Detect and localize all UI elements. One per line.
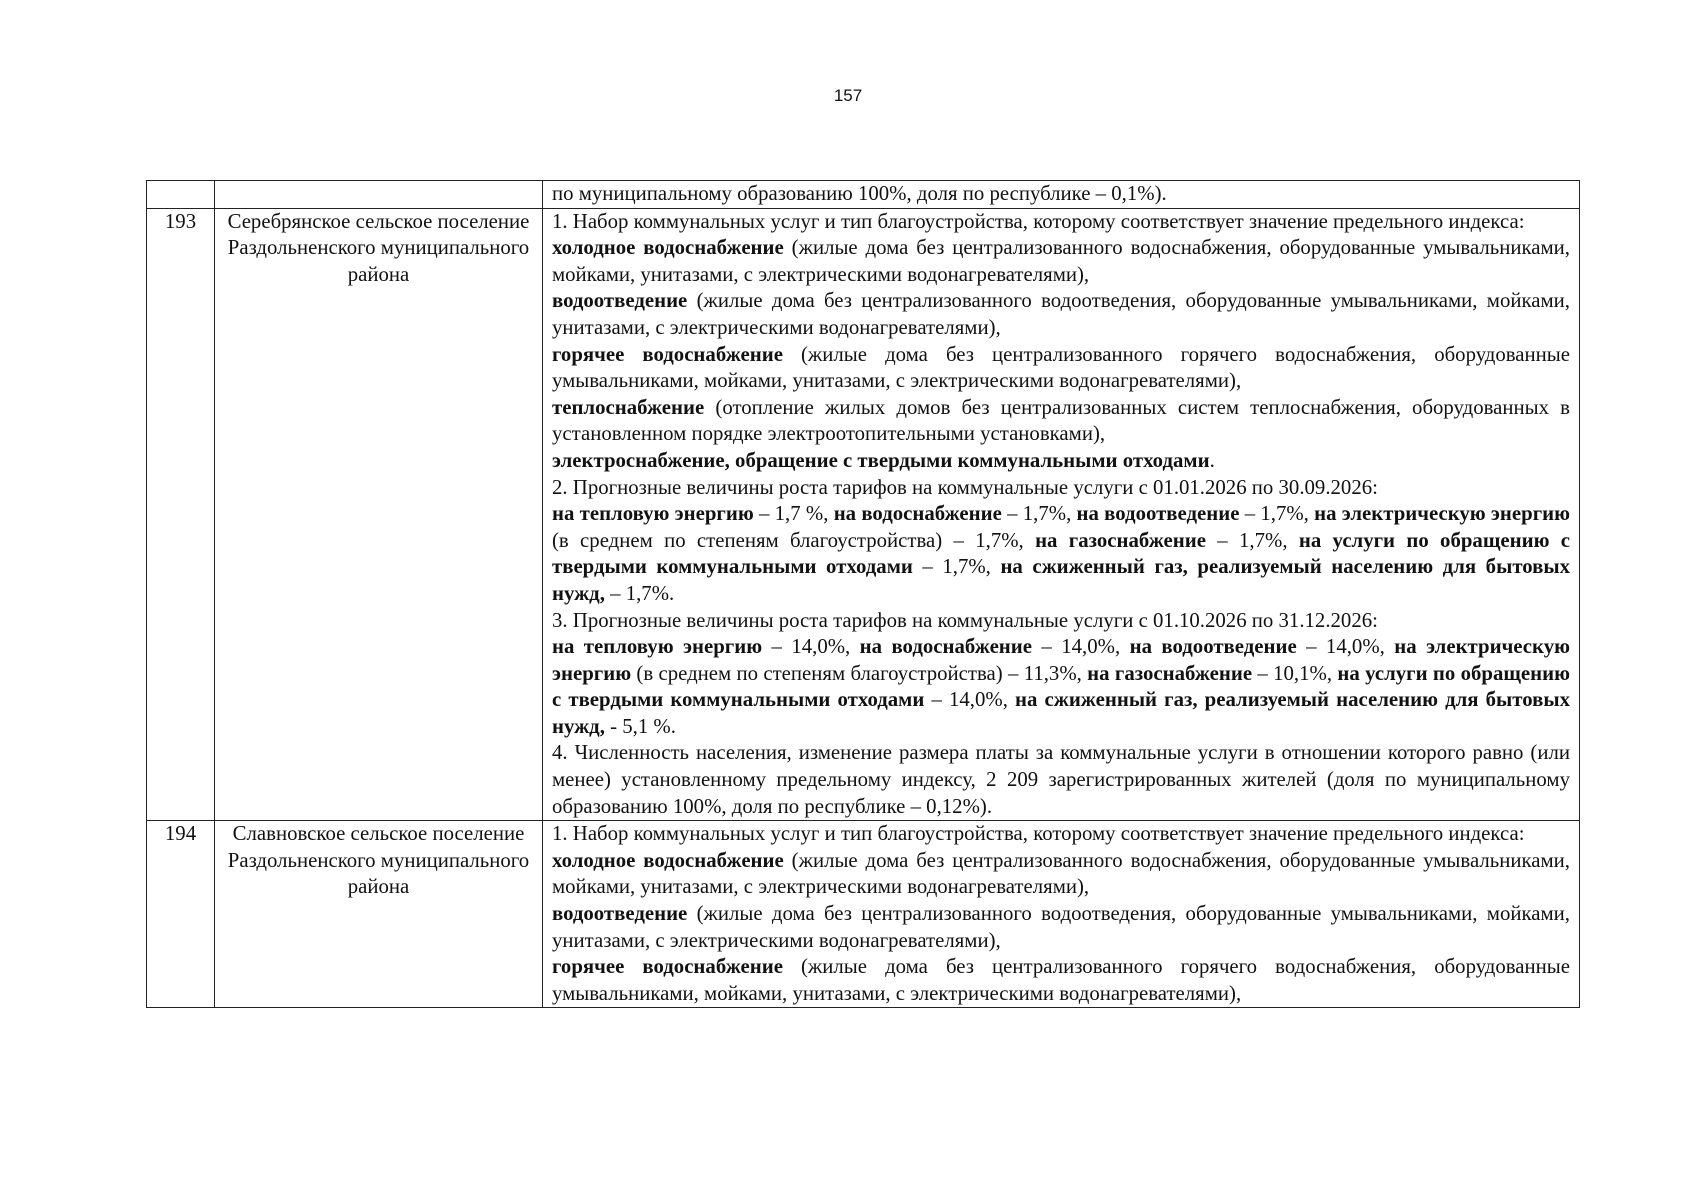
content-cell [543, 821, 1580, 1008]
text-segment: – 14,0%, [1032, 635, 1130, 659]
bold-term: холодное водоснабжение [552, 236, 784, 260]
text-segment: - 5,1 %. [604, 714, 676, 738]
text-segment: – 10,1%, [1252, 661, 1338, 685]
bold-term: на сжиженный газ, реализуемый населению для бытовых нужд, [552, 688, 1570, 738]
table-row [147, 821, 1580, 1008]
tariff-table [146, 180, 1580, 1008]
text-segment: (в среднем по степеням благоустройства) – 1,7%, [552, 528, 1036, 552]
text-segment: по муниципальному образованию 100%, доля по республике – 0,1%). [552, 182, 1167, 205]
bold-term: на газоснабжение [1087, 661, 1253, 685]
bold-term: на сжиженный газ, реализуемый населению для бытовых нужд, [552, 555, 1571, 605]
text-segment: (жилые дома без централизованного горячего водоснабжения, оборудованные умывальниками, мойками, унитазами, с электрическими водонагревателями), [552, 342, 1570, 393]
text-segment: 4. Численность населения, изменение размера платы за коммунальные услуги в отношении которого равно (или менее) установленному предельному индексу, 2 209 зарегистрированных жителей (доля по муниципальному образованию 100%, доля по республике – 0,12%). [552, 741, 1570, 818]
content-paragraph [552, 954, 1570, 1007]
text-segment: 1. Набор коммунальных услуг и тип благоустройства, которому соответствует значение предельного индекса: [552, 822, 1525, 846]
bold-term: на тепловую энергию [552, 635, 763, 659]
bold-term: на водоотведение [1076, 502, 1240, 526]
bold-term: горячее водоснабжение [552, 955, 783, 979]
content-paragraph [552, 395, 1570, 448]
bold-term: теплоснабжение [552, 395, 705, 419]
row-number-cell [147, 181, 215, 209]
text-segment: (в среднем по степеням благоустройства) – 11,3%, [631, 661, 1088, 685]
content-paragraph [552, 342, 1570, 395]
text-segment: – 1,7 %, [753, 502, 834, 526]
bold-term: на электрическую энергию [1314, 502, 1571, 526]
page-number: 157 [833, 86, 863, 105]
text-segment: – 1,7%, [912, 555, 1001, 579]
text-segment: (жилые дома без централизованного водоотведения, оборудованные умывальниками, мойками, унитазами, с электрическими водонагревателями), [552, 289, 1570, 339]
text-segment: – 14,0%, [924, 688, 1016, 712]
bold-term: горячее водоснабжение [552, 342, 783, 366]
text-segment: 1. Набор коммунальных услуг и тип благоустройства, которому соответствует значение предельного индекса: [552, 209, 1525, 233]
bold-term: на водоснабжение [833, 502, 1002, 526]
text-segment: . [1209, 448, 1215, 472]
text-segment: (жилые дома без централизованного горячего водоснабжения, оборудованные умывальниками, мойками, унитазами, с электрическими водонагревателями), [552, 955, 1570, 1005]
bold-term: холодное водоснабжение [552, 848, 784, 872]
bold-term: на тепловую энергию [552, 502, 754, 526]
text-segment: 2. Прогнозные величины роста тарифов на коммунальные услуги с 01.01.2026 по 30.09.2026: [552, 475, 1378, 499]
bold-term: на водоснабжение [859, 635, 1033, 659]
content-paragraph [552, 209, 1570, 236]
bold-term: на услуги по обращению с твердыми коммунальными отходами [552, 661, 1570, 712]
bold-term: на услуги по обращению с твердыми коммунальными отходами [552, 528, 1571, 579]
content-paragraph [552, 848, 1570, 901]
text-segment: 3. Прогнозные величины роста тарифов на коммунальные услуги с 01.10.2026 по 31.12.2026: [552, 608, 1378, 632]
text-segment: (жилые дома без централизованного водоотведения, оборудованные умывальниками, мойками, унитазами, с электрическими водонагревателями), [552, 902, 1570, 952]
content-paragraph [552, 901, 1570, 954]
content-cell [543, 208, 1580, 821]
text-segment: – 1,7%. [604, 581, 675, 605]
tariff-table-body [147, 181, 1580, 1008]
content-paragraph [552, 181, 1570, 208]
municipality-name-cell: Славновское сельское поселение Раздольненского муниципального района [215, 821, 543, 1008]
bold-term: на водоотведение [1129, 635, 1297, 659]
content-cell [543, 181, 1580, 209]
content-paragraph [552, 608, 1570, 635]
content-paragraph [552, 740, 1570, 820]
text-segment: (жилые дома без централизованного водоснабжения, оборудованные умывальниками, мойками, унитазами, с электрическими водонагревателями), [552, 236, 1570, 286]
bold-term: водоотведение [552, 902, 688, 926]
row-number-cell: 194 [147, 821, 215, 1008]
text-segment: – 1,7%, [1001, 502, 1077, 526]
bold-term: водоотведение [552, 289, 688, 313]
text-segment: (отопление жилых домов без централизованных систем теплоснабжения, оборудованных в установленном порядке электроотопительными установками), [552, 395, 1570, 446]
content-paragraph [552, 475, 1570, 502]
text-segment: – 14,0%, [1296, 635, 1395, 659]
content-paragraph [552, 448, 1570, 475]
content-paragraph [552, 288, 1570, 341]
content-paragraph [552, 501, 1570, 607]
content-paragraph [552, 235, 1570, 288]
text-segment: (жилые дома без централизованного водоснабжения, оборудованные умывальниками, мойками, унитазами, с электрическими водонагревателями), [552, 848, 1570, 899]
content-paragraph [552, 634, 1570, 740]
row-number-cell: 193 [147, 208, 215, 821]
municipality-name-cell [215, 181, 543, 209]
text-segment: – 1,7%, [1239, 502, 1315, 526]
table-row [147, 208, 1580, 821]
bold-term: на электрическую энергию [552, 635, 1570, 685]
content-paragraph [552, 821, 1570, 848]
text-segment: – 14,0%, [762, 635, 860, 659]
bold-term: на газоснабжение [1035, 528, 1206, 552]
bold-term: электроснабжение, обращение с твердыми коммунальными отходами [552, 448, 1210, 472]
municipality-name-cell: Серебрянское сельское поселение Раздольненского муниципального района [215, 208, 543, 821]
table-row [147, 181, 1580, 209]
text-segment: – 1,7%, [1205, 528, 1299, 552]
